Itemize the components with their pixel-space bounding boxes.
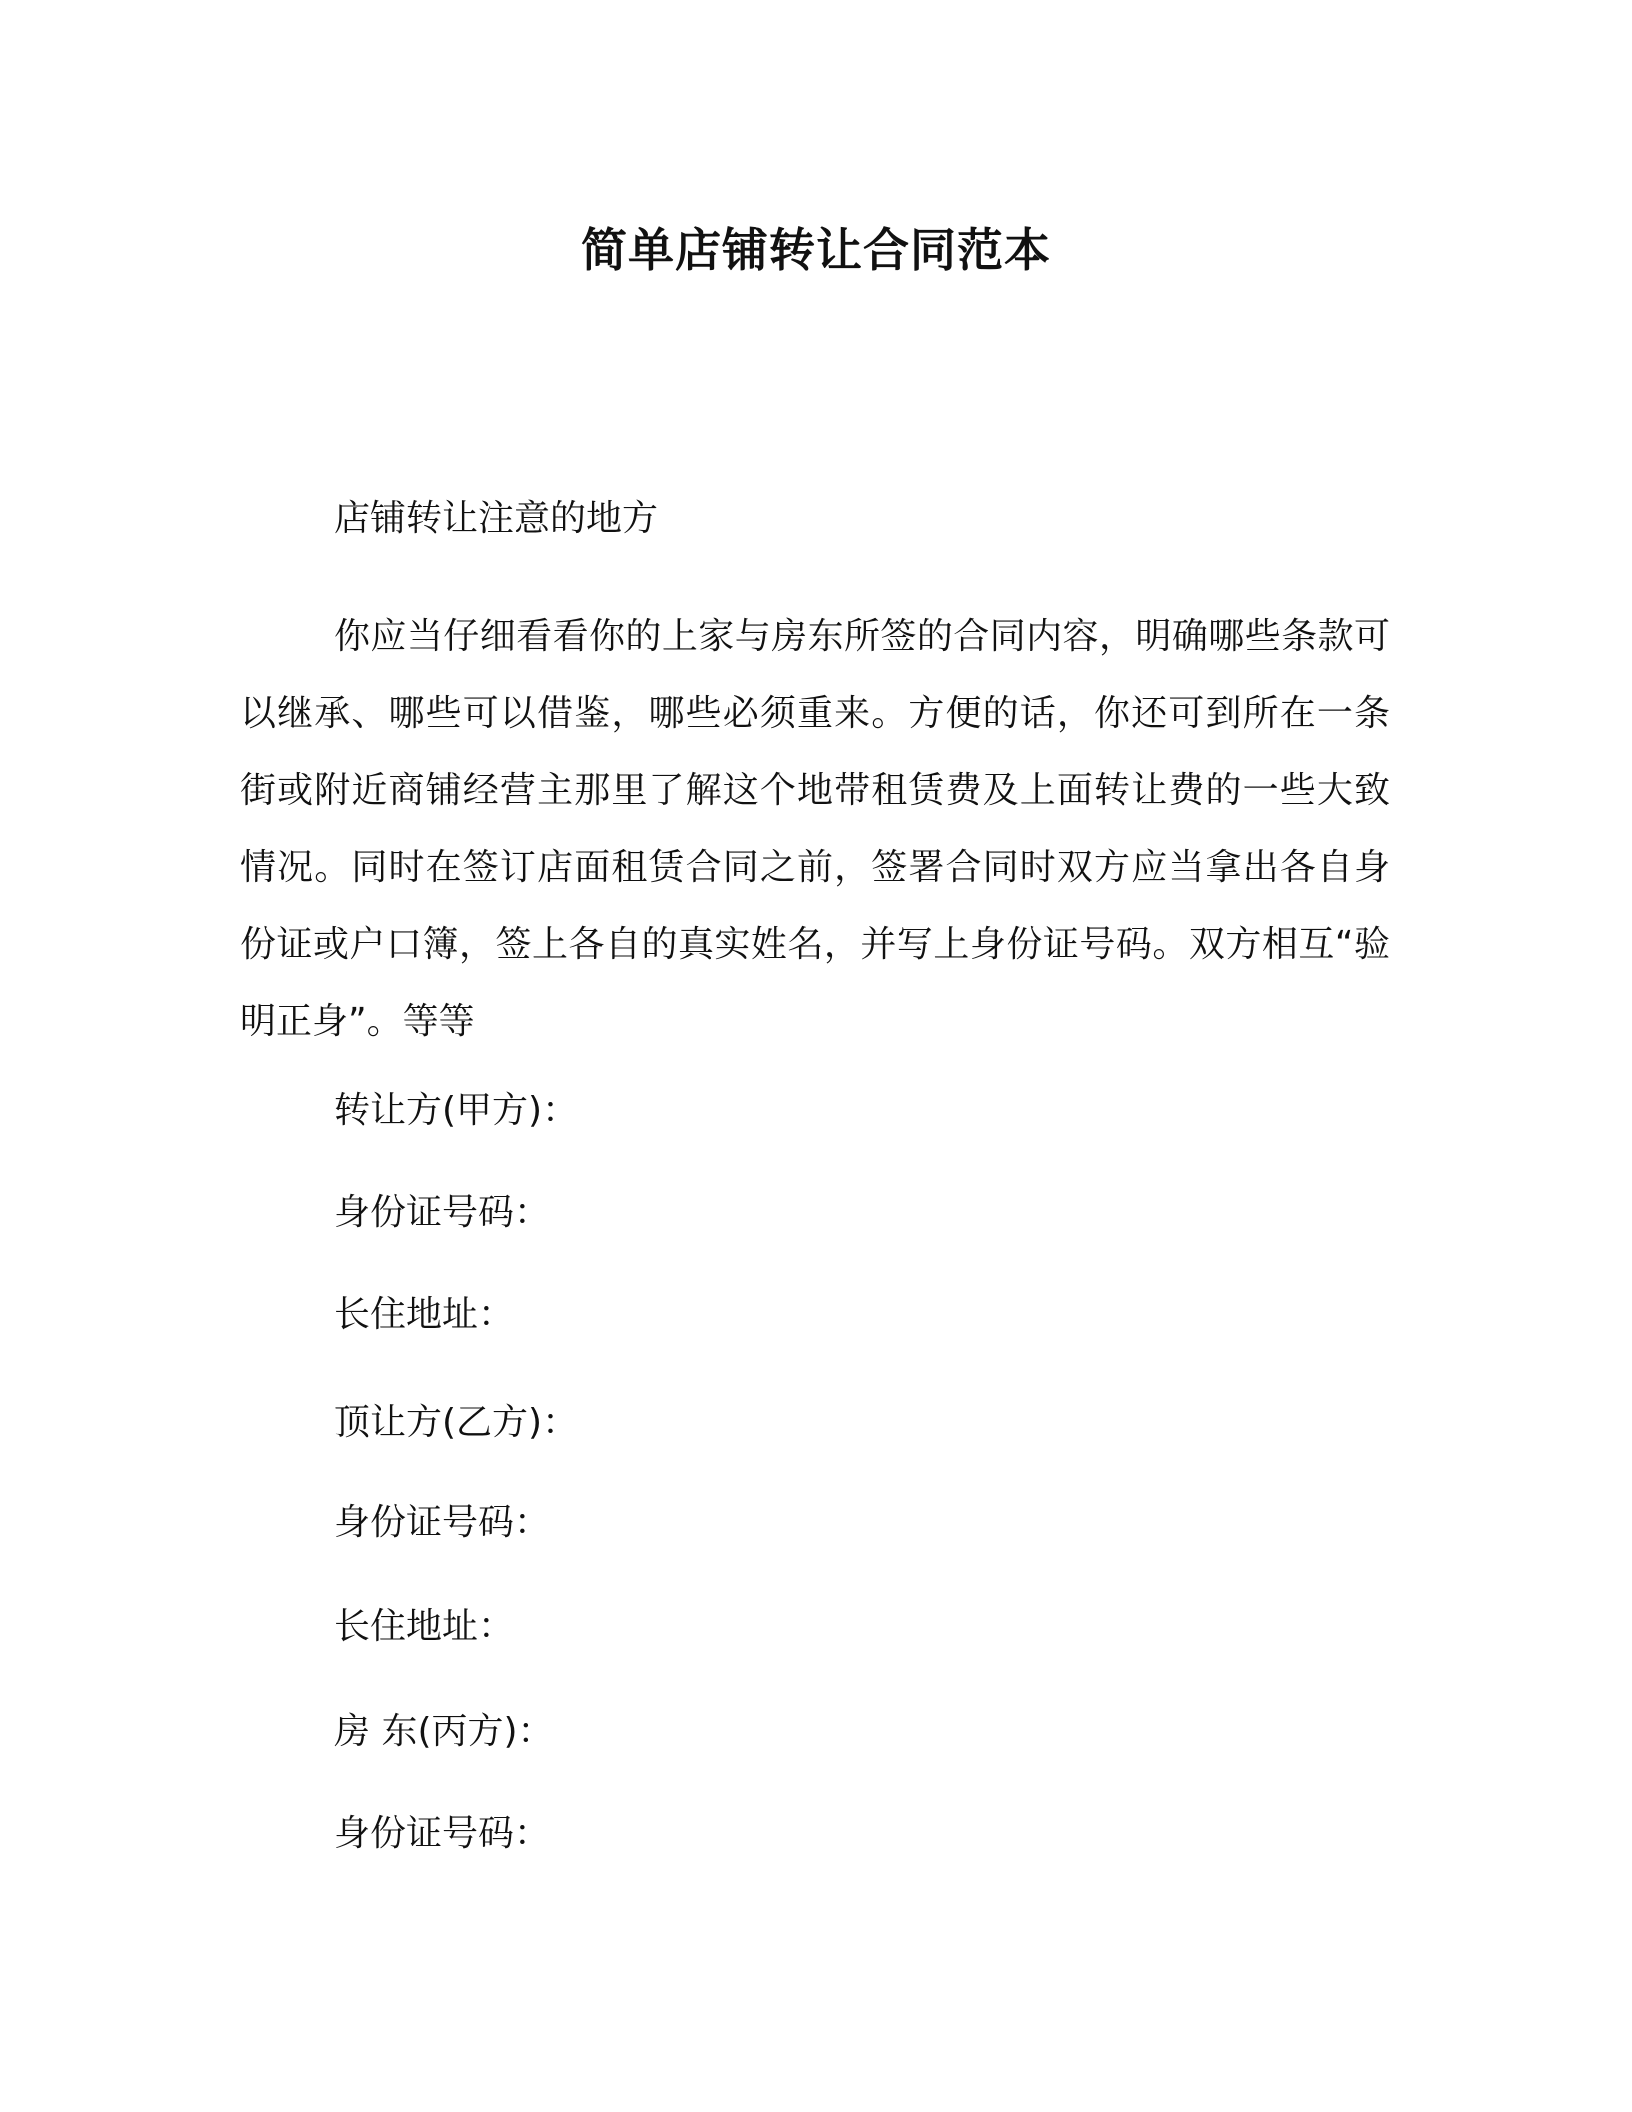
section-heading: 店铺转让注意的地方 [334,498,659,539]
landlord-field-label: 房 东(丙方)： [334,1711,554,1752]
transferee-field-label: 顶让方(乙方)： [334,1402,579,1443]
transferee-address-label: 长住地址： [334,1606,515,1647]
transferor-id-number-label: 身份证号码： [334,1192,551,1233]
intro-paragraph: 你应当仔细看看你的上家与房东所签的合同内容，明确哪些条款可以继承、哪些可以借鉴，哪些必须重来。方便的话，你还可到所在一条街或附近商铺经营主那里了解这个地带租赁费及上面转让费的一些大致情况。同时在签订店面租赁合同之前，签署合同时双方应当拿出各自身份证或户口簿，签上各自的真实姓名，并写上身份证号码。双方相互“验明正身”。等等 [240,616,1390,1042]
landlord-id-number-label: 身份证号码： [334,1813,551,1854]
document-title: 简单店铺转让合同范本 [581,223,1051,277]
transferor-field-label: 转让方(甲方)： [334,1090,579,1131]
transferor-address-label: 长住地址： [334,1294,515,1335]
transferee-id-number-label: 身份证号码： [334,1502,551,1543]
